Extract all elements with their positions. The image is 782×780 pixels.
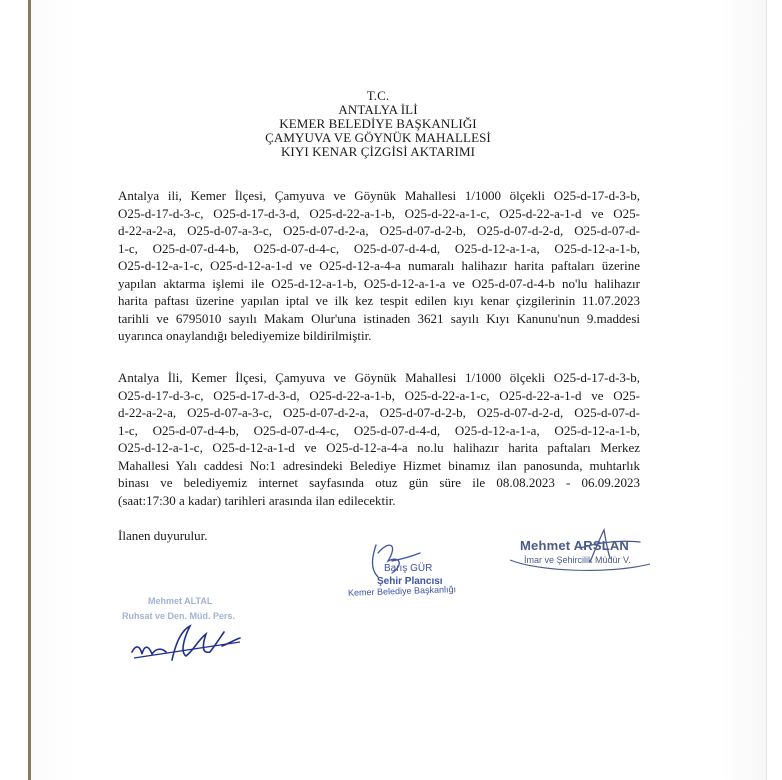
stamp-name: Mehmet ARSLAN (520, 538, 630, 553)
header-line: ANTALYA İLİ (338, 102, 418, 117)
text-line: d-22-a-2-a, O25-d-07-a-3-c, O25-d-07-d-2-a, O25-d-07-d-2-b, O25-d-07-d-2-d, O25-d-07-d- (118, 405, 640, 420)
text-line: 1-c, O25-d-07-d-4-b, O25-d-07-d-4-c, O25-d-07-d-4-d, O25-d-12-a-1-a, O25-d-12-a-1-b, (118, 240, 640, 256)
stamp-name: Barış GÜR (384, 563, 433, 574)
stamp-org: Kemer Belediye Başkanlığı (347, 584, 457, 598)
text-line: O25-d-17-d-3-c, O25-d-17-d-3-d, O25-d-22-a-1-b, O25-d-22-a-1-c, O25-d-22-a-1-d ve O25- (118, 387, 640, 403)
stamp-staff (110, 594, 270, 674)
stamp-city-planner (348, 535, 498, 605)
closing-line: İlanen duyurulur. (118, 528, 208, 543)
text-line: binası ve belediyemiz internet sayfasında otuz gün süre ile 08.08.2023 - 06.09.2023 (118, 475, 640, 490)
stamp-title: Şehir Plancısı (377, 576, 443, 587)
text-line: tarihli ve 6795010 sayılı Makam Olur'una istinaden 3621 sayılı Kıyı Kanunu'nun 9.maddesi (118, 310, 640, 326)
text-line: O25-d-17-d-3-c, O25-d-17-d-3-d, O25-d-22-a-1-b, O25-d-22-a-1-c, O25-d-22-a-1-d ve O25- (118, 205, 640, 221)
stamp-director (500, 528, 665, 583)
text-line: d-22-a-2-a, O25-d-07-a-3-c, O25-d-07-d-2-a, O25-d-07-d-2-b, O25-d-07-d-2-d, O25-d-07-d- (118, 223, 640, 238)
text-line: Mahallesi Yalı caddesi No:1 adresindeki Belediye Hizmet binamız ilan panosunda, muhtarlık (118, 457, 640, 473)
text-line: O25-d-12-a-1-c, O25-d-12-a-1-d ve O25-d-12-a-4-a no.lu halihazır harita paftaları Merkez (118, 440, 640, 455)
signature-scribble (110, 594, 270, 674)
stamp-name: Mehmet ALTAL (148, 596, 213, 606)
text-line: harita paftası üzerine yapılan iptal ve ilk kez tespit edilen kıyı kenar çizgilerinin 11.07.2023 (118, 293, 640, 308)
text-line: uyarınca onaylandığı belediyemize bildirilmiştir. (118, 328, 372, 343)
stamp-title: İmar ve Şehircilik Müdür V. (524, 555, 631, 565)
page-edge (766, 0, 767, 780)
text-line: Antalya İli, Kemer İlçesi, Çamyuva ve Göynük Mahallesi 1/1000 ölçekli O25-d-17-d-3-b, (118, 370, 640, 385)
paragraph-notification (118, 187, 640, 345)
header-line: KEMER BELEDİYE BAŞKANLIĞI (279, 116, 477, 131)
text-line: 1-c, O25-d-07-d-4-b, O25-d-07-d-4-c, O25-d-07-d-4-d, O25-d-12-a-1-a, O25-d-12-a-1-b, (118, 422, 640, 438)
paragraph-announcement (118, 369, 640, 509)
text-line: yapılan aktarma işlemi ile O25-d-12-a-1-b, O25-d-12-a-1-a ve O25-d-07-d-4-b no'lu halihazır (118, 275, 640, 291)
text-line: O25-d-12-a-1-c, O25-d-12-a-1-d ve O25-d-12-a-4-a numaralı halihazır harita paftaları üzerine (118, 258, 640, 273)
text-line: Antalya ili, Kemer İlçesi, Çamyuva ve Göynük Mahallesi 1/1000 ölçekli O25-d-17-d-3-b, (118, 188, 640, 203)
header-line: KIYI KENAR ÇİZGİSİ AKTARIMI (280, 144, 476, 159)
document-header (118, 89, 638, 159)
text-line: (saat:17:30 a kadar) tarihleri arasında ilan edilecektir. (118, 492, 396, 508)
header-line: ÇAMYUVA VE GÖYNÜK MAHALLESİ (265, 130, 491, 145)
stamp-title: Ruhsat ve Den. Müd. Pers. (122, 611, 236, 621)
header-line: T.C. (366, 88, 390, 103)
